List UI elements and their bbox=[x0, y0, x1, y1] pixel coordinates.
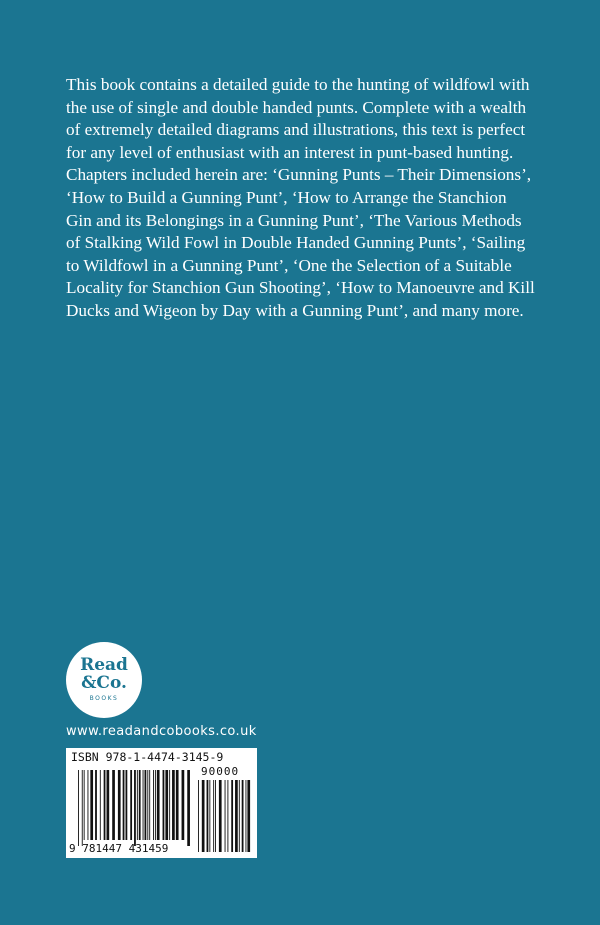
logo-text-co: &Co. bbox=[81, 673, 127, 693]
logo-text-books: BOOKS bbox=[89, 695, 119, 702]
publisher-website: www.readandcobooks.co.uk bbox=[66, 724, 257, 739]
back-cover-blurb: This book contains a detailed guide to the hunting of wildfowl with the use of single and double handed punts. Complete with a wealth of extremely detailed diagrams and illustrations, this text is perfect for any level of enthusiast with an interest in punt-based hunting. Chapters included herein are: ‘Gunning Punts – Their Dimensions’, ‘How to Build a Gunning Punt’, ‘How to Arrange the Stanchion Gin and its Belongings in a Gunning Punt’, ‘The Various Methods of Stalking Wild Fowl in Double Handed Gunning Punts’, ‘Sailing to Wildfowl in a Gunning Punt’, ‘One the Selection of a Suitable Locality for Stanchion Gun Shooting’, ‘How to Manoeuvre and Kill Ducks and Wigeon by Day with a Gunning Punt’, and many more. bbox=[66, 75, 535, 320]
ean-digits: 9 781447 431459 bbox=[69, 842, 169, 855]
addon-bars bbox=[198, 780, 250, 852]
barcode-addon-code: 90000 bbox=[201, 765, 240, 778]
isbn-label: ISBN 978-1-4474-3145-9 bbox=[71, 750, 224, 764]
publisher-logo bbox=[66, 642, 142, 718]
isbn-barcode bbox=[66, 748, 257, 858]
ean-bars bbox=[78, 770, 190, 846]
logo-text-read: Read bbox=[80, 655, 128, 675]
